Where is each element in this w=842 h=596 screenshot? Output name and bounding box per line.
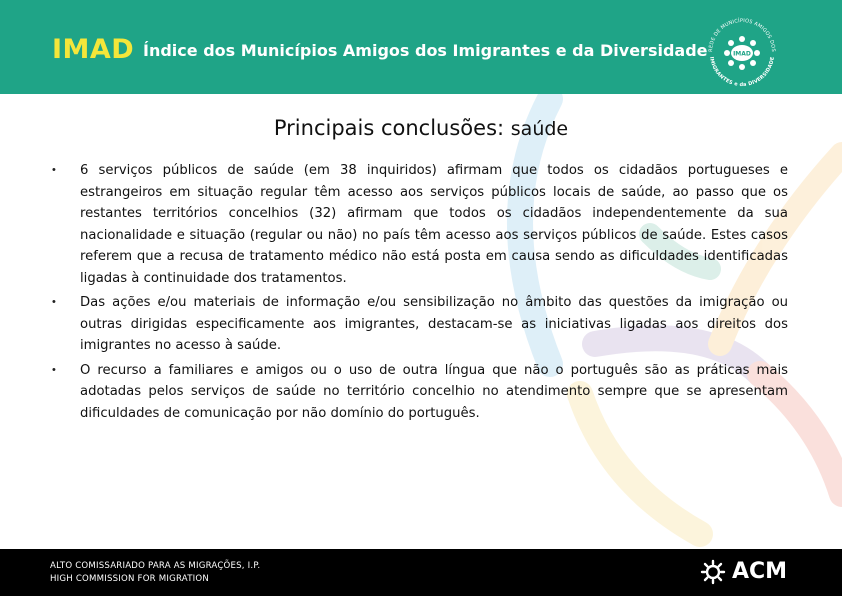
logo-ring-bottom-text: IMIGRANTES e da DIVERSIDADE (708, 56, 776, 89)
slide-title-sub: saúde (510, 118, 569, 140)
list-item (50, 360, 788, 425)
list-item (50, 292, 788, 357)
footer-org-en: HIGH COMMISSION FOR MIGRATION (50, 574, 209, 584)
list-item (50, 160, 788, 289)
header-title: Índice dos Municípios Amigos dos Imigrantes e da Diversidade (143, 41, 708, 60)
bullet-text: O recurso a familiares e amigos ou o uso de outra língua que não o português são as práticas mais adotadas pelos serviços de saúde no território concelhio no atendimento sempre que se apresentam dificuldades de comunicação por não domínio do português. (80, 362, 788, 421)
rede-municipios-amigos-logo-icon (702, 14, 782, 90)
bullet-icon: • (52, 164, 56, 176)
header-bar (0, 0, 842, 94)
logo-center-text: IMAD (733, 50, 751, 58)
acm-logo-icon (699, 558, 727, 586)
slide-title-main: Principais conclusões: (273, 116, 511, 140)
bullet-text: Das ações e/ou materiais de informação e/ou sensibilização no âmbito das questões da imigração ou outras dirigidas especificamente aos imigrantes, destacam-se as iniciativas ligadas aos direitos dos imigrantes no acesso à saúde. (80, 295, 788, 353)
bullet-icon: • (52, 363, 56, 376)
footer-bar (0, 549, 842, 596)
conclusions-list (50, 160, 788, 424)
footer-org-pt: ALTO COMISSARIADO PARA AS MIGRAÇÕES, I.P. (50, 561, 261, 571)
bullet-icon: • (52, 296, 56, 308)
logo-ring-top-text: REDE DE MUNICÍPIOS AMIGOS DOS (707, 17, 777, 53)
brand-imad: IMAD (52, 34, 135, 65)
bullet-text: 6 serviços públicos de saúde (em 38 inquiridos) afirmam que todos os cidadãos portugueses e estrangeiros em situação regular têm acesso aos serviços públicos locais de saúde, ao passo que os restantes territórios concelhios (32) afirmam que todos os cidadãos independentemente da sua nacionalidade e situação (regular ou não) no país têm acesso aos serviços públicos de saúde. Estes casos referem que a recusa de tratamento médico não está posta em causa sendo as dificuldades identificadas ligadas à continuidade dos tratamentos. (80, 163, 788, 286)
acm-wordmark: ACM (732, 559, 788, 584)
slide-title (0, 116, 842, 140)
